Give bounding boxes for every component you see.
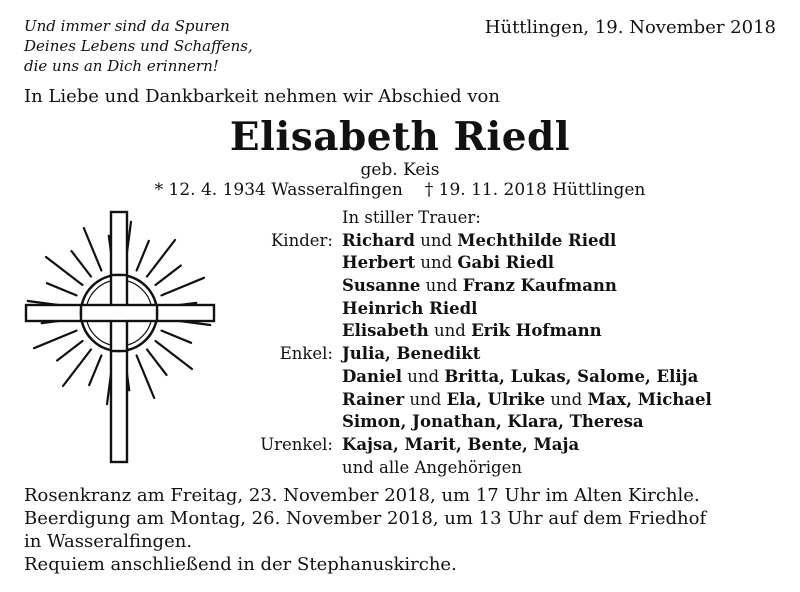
role-label-enkel: Enkel: [279,344,333,364]
life-dates [0,180,800,200]
place-date: Hüttlingen, 19. November 2018 [484,17,776,38]
deceased-name: Elisabeth Riedl [229,114,571,160]
service-line: Requiem anschließend in der Stephanuskirche. [24,554,457,575]
mourners-list [0,207,800,479]
verse-line: die uns an Dich erinnern! [24,57,219,75]
verse-line: Und immer sind da Spuren [24,17,230,35]
death-date: † 19. 11. 2018 Hüttlingen [424,180,646,200]
birth-date: * 12. 4. 1934 Wasseralfingen [154,180,403,200]
service-line: Beerdigung am Montag, 26. November 2018, um 13 Uhr auf dem Friedhof [24,508,707,529]
intro-line: In Liebe und Dankbarkeit nehmen wir Abschied von [24,86,500,107]
mourner-line: Heinrich Riedl [342,298,478,318]
mourners-heading: In stiller Trauer: [342,208,481,227]
mourner-line: Julia, Benedikt [342,344,481,364]
mourners-closing: und alle Angehörigen [342,457,523,477]
service-line: in Wasseralfingen. [24,531,193,552]
mourner-line: Simon, Jonathan, Klara, Theresa [342,412,644,432]
mourner-line: Richard und Mechthilde Riedl [342,230,617,250]
verse-line: Deines Lebens und Schaffens, [24,37,253,55]
role-label-urenkel: Urenkel: [260,434,333,454]
service-info [24,484,706,576]
mourner-line: Susanne und Franz Kaufmann [342,276,617,296]
mourner-line: Elisabeth und Erik Hofmann [342,321,602,341]
mourner-line: Daniel und Britta, Lukas, Salome, Elija [342,366,699,386]
mourner-line: Kajsa, Marit, Bente, Maja [342,434,580,454]
service-line: Rosenkranz am Freitag, 23. November 2018, um 17 Uhr im Alten Kirchle. [24,485,700,506]
role-label-kinder: Kinder: [270,230,333,250]
memorial-verse [24,16,253,76]
mourner-line: Rainer und Ela, Ulrike und Max, Michael [342,389,712,409]
maiden-name: geb. Keis [360,160,440,180]
mourner-line: Herbert und Gabi Riedl [342,253,555,273]
